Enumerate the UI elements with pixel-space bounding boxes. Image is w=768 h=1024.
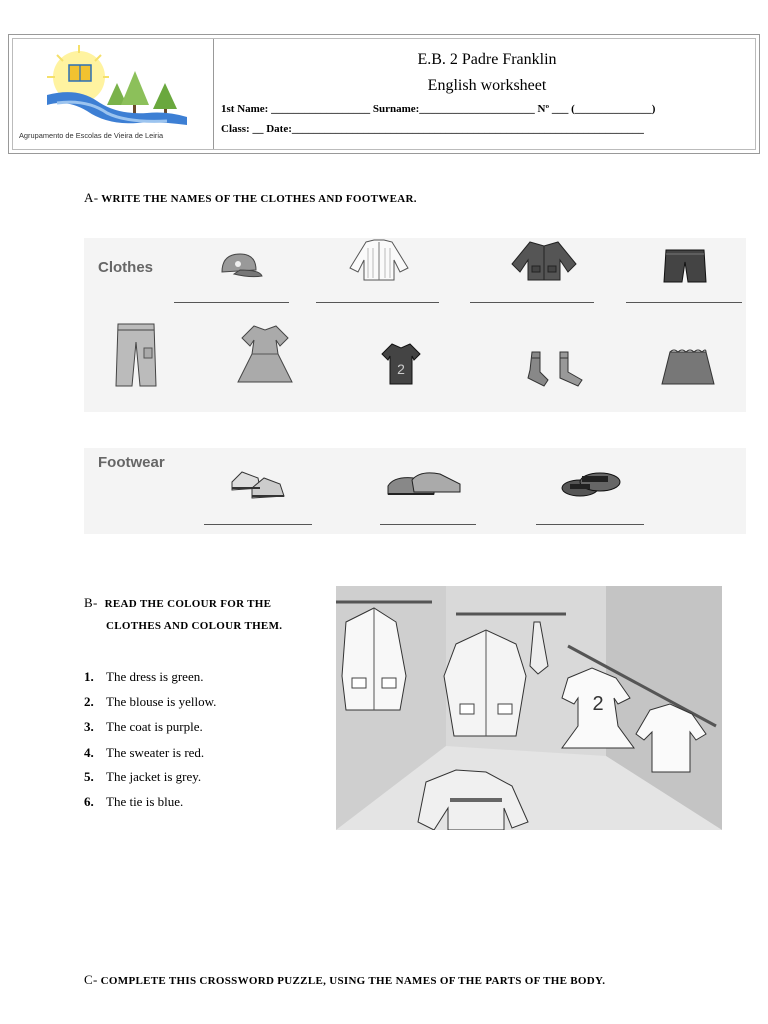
section-a-instruction: WRITE THE NAMES OF THE CLOTHES AND FOOTWEAR. xyxy=(101,193,417,205)
footwear-panel xyxy=(84,448,746,534)
answer-line[interactable] xyxy=(316,302,439,303)
school-logo xyxy=(17,43,207,129)
answer-line[interactable] xyxy=(470,302,594,303)
name-field[interactable]: 1st Name: __________________ Surname:_____________________ Nº ___ (______________) xyxy=(221,103,656,115)
sentence-6: 6. The tie is blue. xyxy=(84,794,184,809)
shorts-icon xyxy=(662,246,708,286)
dress-icon xyxy=(234,324,296,386)
section-b-letter: B- xyxy=(84,595,98,610)
sentence-3: 3. The coat is purple. xyxy=(84,719,203,734)
answer-line[interactable] xyxy=(380,524,476,525)
section-c-instruction: COMPLETE THIS CROSSWORD PUZZLE, USING THE NAMES OF THE PARTS OF THE BODY. xyxy=(100,975,606,987)
footwear-label: Footwear xyxy=(98,454,165,471)
sentence-5: 5. The jacket is grey. xyxy=(84,769,202,784)
t-shirt-icon xyxy=(380,342,422,386)
answer-line[interactable] xyxy=(626,302,742,303)
svg-text:2: 2 xyxy=(397,361,405,377)
answer-line[interactable] xyxy=(174,302,289,303)
sentence-2: 2. The blouse is yellow. xyxy=(84,694,217,709)
section-b-instruction-2: CLOTHES AND COLOUR THEM. xyxy=(106,620,283,632)
clothes-panel xyxy=(84,238,746,412)
logo-caption: Agrupamento de Escolas de Vieira de Leiria xyxy=(19,131,164,140)
section-a-letter: A- xyxy=(84,190,99,205)
answer-line[interactable] xyxy=(204,524,312,525)
section-a-heading xyxy=(84,190,417,206)
worksheet-title: English worksheet xyxy=(427,77,547,94)
wardrobe-illustration xyxy=(336,586,722,830)
cap-icon xyxy=(214,248,264,284)
worksheet-header xyxy=(8,34,760,154)
trainers-icon xyxy=(228,462,288,502)
sentence-1: 1. The dress is green. xyxy=(84,669,204,684)
sentence-4: 4. The sweater is red. xyxy=(84,745,205,760)
socks-icon xyxy=(524,350,590,388)
class-date-field[interactable]: Class: __ Date:________________________________________________________________ xyxy=(221,123,644,135)
section-c-letter: C- xyxy=(84,972,98,987)
answer-line[interactable] xyxy=(536,524,644,525)
skirt-icon xyxy=(660,348,716,388)
shirt-icon xyxy=(344,238,414,282)
svg-text:2: 2 xyxy=(592,693,604,715)
trousers-icon xyxy=(114,322,158,388)
shoes-icon xyxy=(384,466,464,500)
clothes-label: Clothes xyxy=(98,259,154,276)
section-b-heading xyxy=(84,595,271,611)
jacket-icon xyxy=(508,238,580,282)
sandals-icon xyxy=(560,466,624,500)
section-b-instruction-1: READ THE COLOUR FOR THE xyxy=(104,598,272,610)
section-c-heading xyxy=(84,972,605,988)
school-title: E.B. 2 Padre Franklin xyxy=(417,51,557,68)
